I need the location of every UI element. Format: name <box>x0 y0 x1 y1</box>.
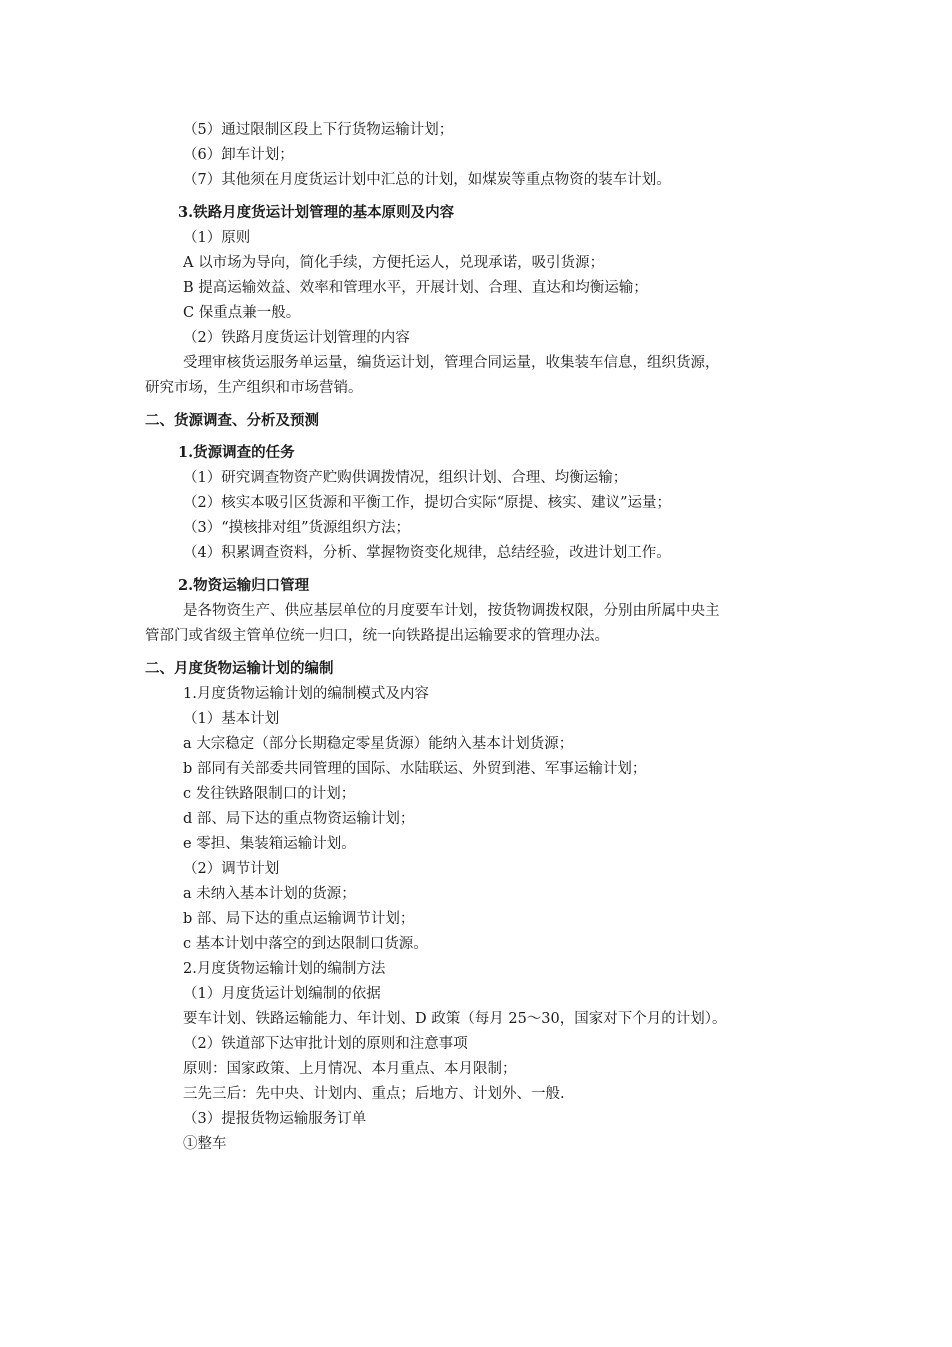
text-line: a 未纳入基本计划的货源； <box>183 886 356 902</box>
chapter-heading: 二、货源调查、分析及预测 <box>145 412 319 429</box>
text-line: c 发往铁路限制口的计划； <box>183 786 356 802</box>
text-line: B 提高运输效益、效率和管理水平，开展计划、合理、直达和均衡运输； <box>183 280 648 296</box>
paragraph-line: 是各物资生产、供应基层单位的月度要车计划，按货物调拨权限，分别由所属中央主 <box>183 603 720 619</box>
text-line: （3）“摸核排对组”货源组织方法； <box>183 520 411 536</box>
text-line: ①整车 <box>183 1136 227 1152</box>
section-heading: 3.铁路月度货运计划管理的基本原则及内容 <box>178 204 455 221</box>
text-line: （6）卸车计划； <box>183 147 294 163</box>
text-line: 原则：国家政策、上月情况、本月重点、本月限制； <box>183 1061 517 1077</box>
text-line: （5）通过限制区段上下行货物运输计划； <box>183 122 454 138</box>
text-line: d 部、局下达的重点物资运输计划； <box>183 811 415 827</box>
paragraph-line: 管部门或省级主管单位统一归口，统一向铁路提出运输要求的管理办法。 <box>145 628 609 644</box>
text-line: A 以市场为导向，简化手续，方便托运人，兑现承诺，吸引货源； <box>183 255 605 271</box>
paragraph-line: 受理审核货运服务单运量，编货运计划，管理合同运量，收集装车信息，组织货源， <box>183 355 720 371</box>
paragraph-line: 研究市场，生产组织和市场营销。 <box>145 380 363 396</box>
text-line: （1）原则 <box>183 230 251 246</box>
text-line: （1）研究调查物资产贮购供调拨情况，组织计划、合理、均衡运输； <box>183 470 628 486</box>
text-line: （2）调节计划 <box>183 861 280 877</box>
text-line: C 保重点兼一般。 <box>183 305 301 321</box>
chapter-heading: 二、月度货物运输计划的编制 <box>145 660 334 677</box>
text-line: b 部同有关部委共同管理的国际、水陆联运、外贸到港、军事运输计划； <box>183 761 647 777</box>
text-line: c 基本计划中落空的到达限制口货源。 <box>183 936 428 952</box>
text-line: 1.月度货物运输计划的编制模式及内容 <box>183 686 429 702</box>
section-heading: 2.物资运输归口管理 <box>178 577 310 594</box>
text-line: （4）积累调查资料，分析、掌握物资变化规律，总结经验，改进计划工作。 <box>183 545 671 561</box>
section-heading: 1.货源调查的任务 <box>178 444 295 461</box>
text-line: a 大宗稳定（部分长期稳定零星货源）能纳入基本计划货源； <box>183 736 574 752</box>
text-line: 要车计划、铁路运输能力、年计划、D 政策（每月 25～30，国家对下个月的计划）。 <box>183 1011 727 1027</box>
text-line: 2.月度货物运输计划的编制方法 <box>183 961 386 977</box>
text-line: （2）核实本吸引区货源和平衡工作，提切合实际“原提、核实、建议”运量； <box>183 495 672 511</box>
text-line: 三先三后：先中央、计划内、重点；后地方、计划外、一般. <box>183 1086 565 1102</box>
text-line: （7）其他须在月度货运计划中汇总的计划，如煤炭等重点物资的装车计划。 <box>183 172 671 188</box>
text-line: e 零担、集装箱运输计划。 <box>183 836 356 852</box>
text-line: （3）提报货物运输服务订单 <box>183 1111 367 1127</box>
text-line: （2）铁道部下达审批计划的原则和注意事项 <box>183 1036 468 1052</box>
text-line: （2）铁路月度货运计划管理的内容 <box>183 330 410 346</box>
text-line: （1）基本计划 <box>183 711 280 727</box>
text-line: （1）月度货运计划编制的依据 <box>183 986 381 1002</box>
text-line: b 部、局下达的重点运输调节计划； <box>183 911 415 927</box>
